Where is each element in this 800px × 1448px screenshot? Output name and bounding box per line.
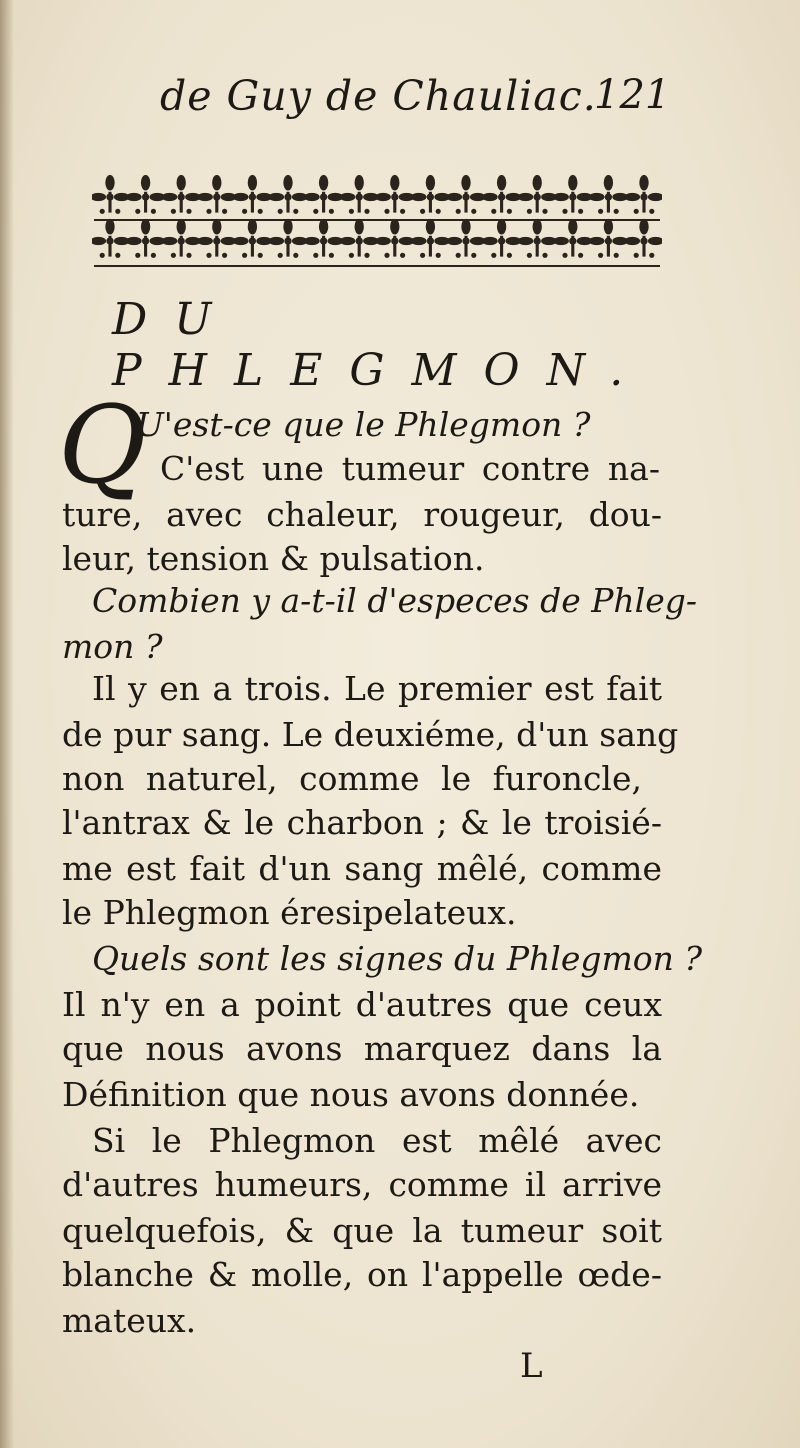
fleuron-ornament bbox=[553, 219, 592, 258]
fleuron-ornament bbox=[126, 219, 165, 258]
fleuron-ornament bbox=[518, 175, 557, 214]
fleuron-ornament bbox=[553, 175, 592, 214]
text-line: non naturel, comme le furoncle, bbox=[62, 759, 642, 798]
fleuron-ornament bbox=[589, 219, 628, 258]
text-line: Il y en a trois. Le premier est fait bbox=[92, 669, 662, 708]
fleuron-ornament bbox=[625, 175, 663, 214]
fleuron-ornament bbox=[375, 219, 414, 258]
ornament-rule bbox=[94, 219, 660, 221]
text-line: blanche & molle, on l'appelle œde- bbox=[62, 1255, 662, 1294]
fleuron-ornament bbox=[482, 219, 521, 258]
text-line: ture, avec chaleur, rougeur, dou- bbox=[62, 495, 662, 534]
fleuron-ornament bbox=[518, 219, 557, 258]
text-line: mateux. bbox=[62, 1301, 197, 1340]
drop-cap: Q bbox=[58, 383, 147, 508]
fleuron-ornament bbox=[269, 175, 308, 214]
fleuron-ornament bbox=[340, 175, 379, 214]
fleuron-ornament bbox=[233, 175, 272, 214]
fleuron-ornament bbox=[482, 175, 521, 214]
page-number: 121 bbox=[594, 72, 671, 118]
fleuron-ornament bbox=[233, 219, 272, 258]
text-line: Définition que nous avons donnée. bbox=[62, 1075, 640, 1114]
fleuron-ornament bbox=[447, 219, 486, 258]
decorative-ornament-band bbox=[92, 175, 662, 270]
signature-mark: L bbox=[520, 1346, 543, 1386]
text-line: Combien y a-t-il d'especes de Phleg- bbox=[92, 581, 698, 620]
fleuron-ornament bbox=[411, 175, 450, 214]
running-head: de Guy de Chauliac. bbox=[160, 72, 597, 120]
text-line: U'est-ce que le Phlegmon ? bbox=[136, 405, 591, 444]
fleuron-ornament bbox=[162, 175, 201, 214]
fleuron-ornament bbox=[92, 175, 130, 214]
text-line: C'est une tumeur contre na- bbox=[160, 449, 660, 488]
text-line: que nous avons marquez dans la bbox=[62, 1029, 662, 1068]
chapter-title: DU PHLEGMON. bbox=[112, 294, 651, 396]
text-line: quelquefois, & que la tumeur soit bbox=[62, 1211, 662, 1250]
fleuron-ornament bbox=[411, 219, 450, 258]
fleuron-ornament bbox=[625, 219, 663, 258]
fleuron-ornament bbox=[375, 175, 414, 214]
text-line: de pur sang. Le deuxiéme, d'un sang bbox=[62, 715, 679, 754]
fleuron-ornament bbox=[340, 219, 379, 258]
fleuron-ornament bbox=[197, 219, 236, 258]
fleuron-ornament bbox=[589, 175, 628, 214]
text-line: l'antrax & le charbon ; & le troisié- bbox=[62, 803, 662, 842]
fleuron-ornament bbox=[304, 219, 343, 258]
gutter-shadow bbox=[0, 0, 14, 1448]
fleuron-ornament bbox=[92, 219, 130, 258]
text-line: leur, tension & pulsation. bbox=[62, 539, 485, 578]
fleuron-ornament bbox=[197, 175, 236, 214]
text-line: me est fait d'un sang mêlé, comme bbox=[62, 849, 662, 888]
fleuron-ornament bbox=[126, 175, 165, 214]
text-line: Quels sont les signes du Phlegmon ? bbox=[92, 939, 703, 978]
text-line: Si le Phlegmon est mêlé avec bbox=[92, 1121, 662, 1160]
text-line: mon ? bbox=[62, 627, 163, 666]
text-line: le Phlegmon éresipelateux. bbox=[62, 893, 517, 932]
fleuron-ornament bbox=[162, 219, 201, 258]
fleuron-ornament bbox=[304, 175, 343, 214]
fleuron-ornament bbox=[269, 219, 308, 258]
text-line: Il n'y en a point d'autres que ceux bbox=[62, 985, 662, 1024]
fleuron-ornament bbox=[447, 175, 486, 214]
text-line: d'autres humeurs, comme il arrive bbox=[62, 1165, 662, 1204]
ornament-rule bbox=[94, 265, 660, 267]
